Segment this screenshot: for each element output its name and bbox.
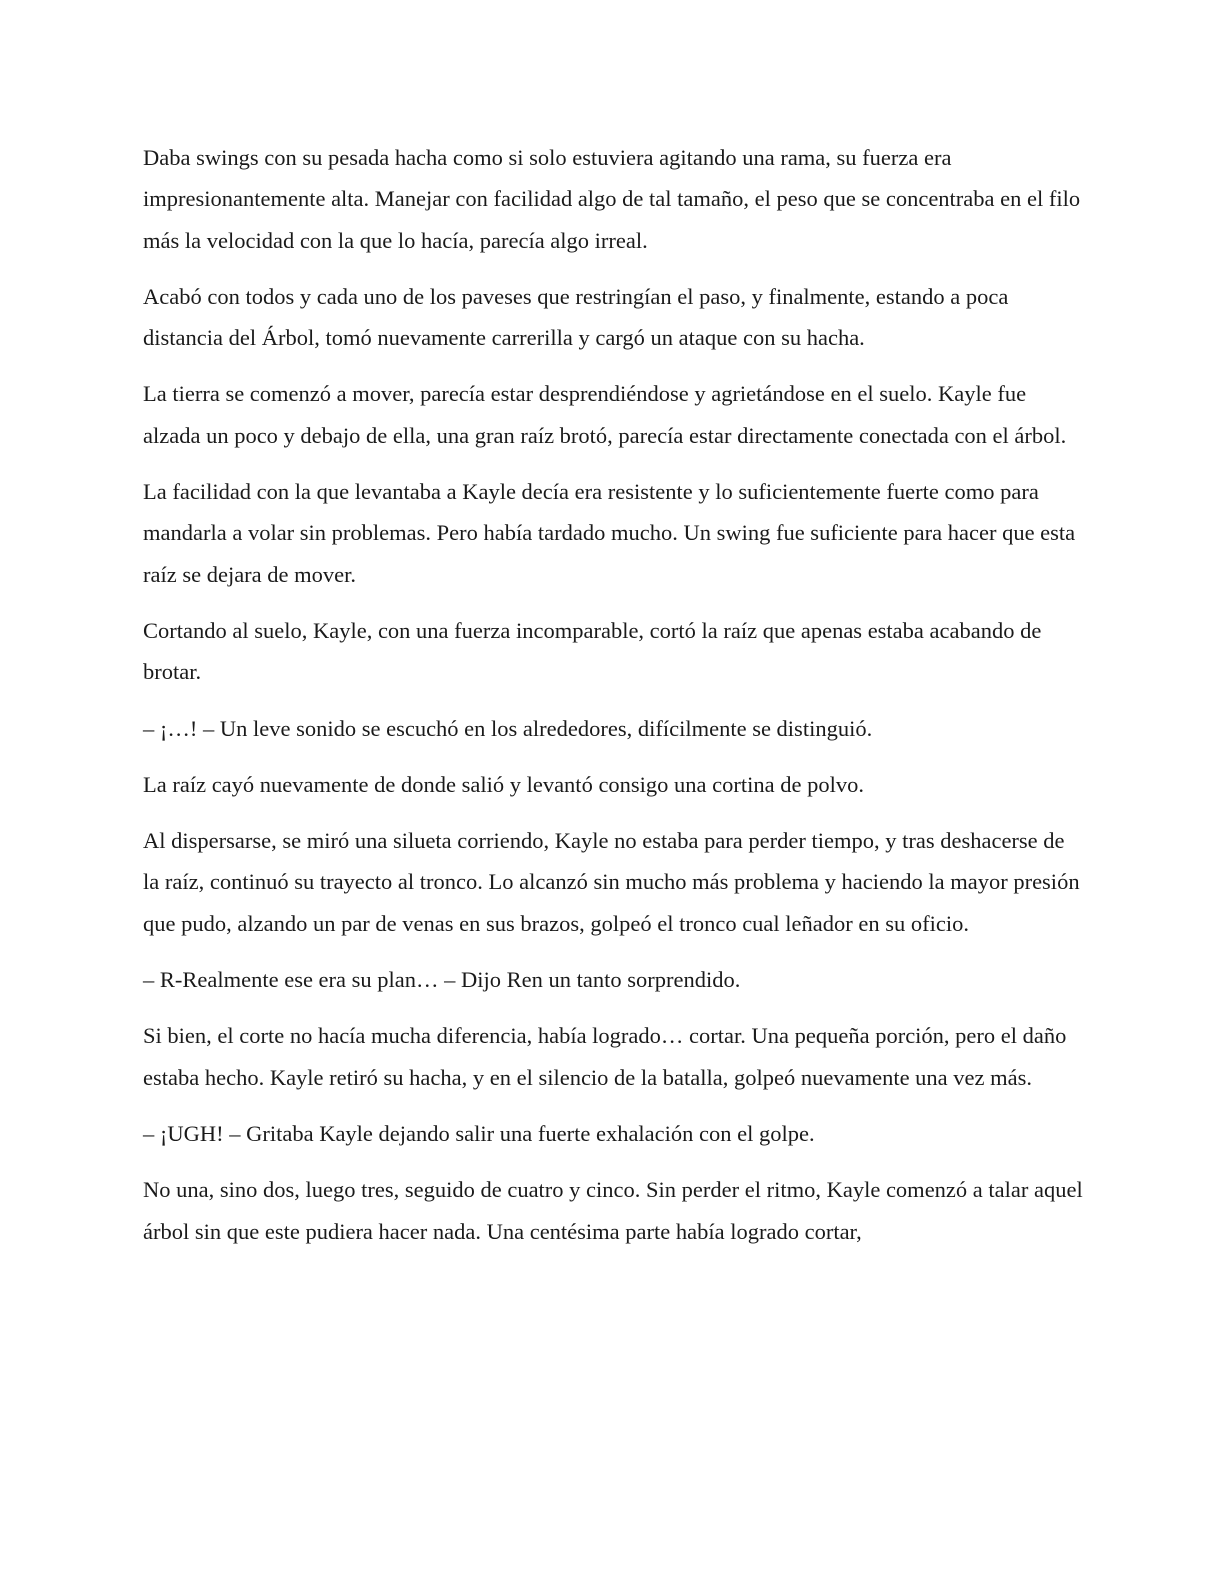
- dialogue-line: – ¡…! – Un leve sonido se escuchó en los alrededores, difícilmente se distinguió.: [143, 715, 873, 741]
- dialogue-line: – R-Realmente ese era su plan… – Dijo Ren un tanto sorprendido.: [143, 967, 741, 993]
- paragraph: Acabó con todos y cada uno de los paveses que restringían el paso, y finalmente, estando a poca distancia del Árbol, tomó nuevamente carrerilla y cargó un ataque con su hacha.: [143, 283, 1009, 351]
- paragraph: La raíz cayó nuevamente de donde salió y levantó consigo una cortina de polvo.: [143, 771, 864, 797]
- paragraph: La tierra se comenzó a mover, parecía estar desprendiéndose y agrietándose en el suelo. Kayle fue alzada un poco y debajo de ella, una gran raíz brotó, parecía estar directamente conectada con el árbol.: [143, 381, 1067, 448]
- paragraph: Daba swings con su pesada hacha como si solo estuviera agitando una rama, su fuerza era impresionantemente alta. Manejar con facilidad algo de tal tamaño, el peso que se concentraba en el filo más la velocidad con la que lo hacía, parecía algo irreal.: [143, 145, 1081, 253]
- paragraph: Cortando al suelo, Kayle, con una fuerza incomparable, cortó la raíz que apenas estaba acabando de brotar.: [143, 617, 1042, 685]
- document-body: [143, 137, 1083, 1267]
- dialogue-line: – ¡UGH! – Gritaba Kayle dejando salir una fuerte exhalación con el golpe.: [143, 1120, 815, 1146]
- paragraph: Si bien, el corte no hacía mucha diferencia, había logrado… cortar. Una pequeña porción, pero el daño estaba hecho. Kayle retiró su hacha, y en el silencio de la batalla, golpeó nuevamente una vez más.: [143, 1023, 1067, 1090]
- paragraph: Al dispersarse, se miró una silueta corriendo, Kayle no estaba para perder tiempo, y tras deshacerse de la raíz, continuó su trayecto al tronco. Lo alcanzó sin mucho más problema y haciendo la mayor presión que pudo, alzando un par de venas en sus brazos, golpeó el tronco cual leñador en su oficio.: [143, 828, 1080, 936]
- paragraph: No una, sino dos, luego tres, seguido de cuatro y cinco. Sin perder el ritmo, Kayle comenzó a talar aquel árbol sin que este pudiera hacer nada. Una centésima parte había logrado cortar,: [143, 1177, 1083, 1244]
- paragraph: La facilidad con la que levantaba a Kayle decía era resistente y lo suficientemente fuerte como para mandarla a volar sin problemas. Pero había tardado mucho. Un swing fue suficiente para hacer que esta raíz se dejara de mover.: [143, 479, 1076, 587]
